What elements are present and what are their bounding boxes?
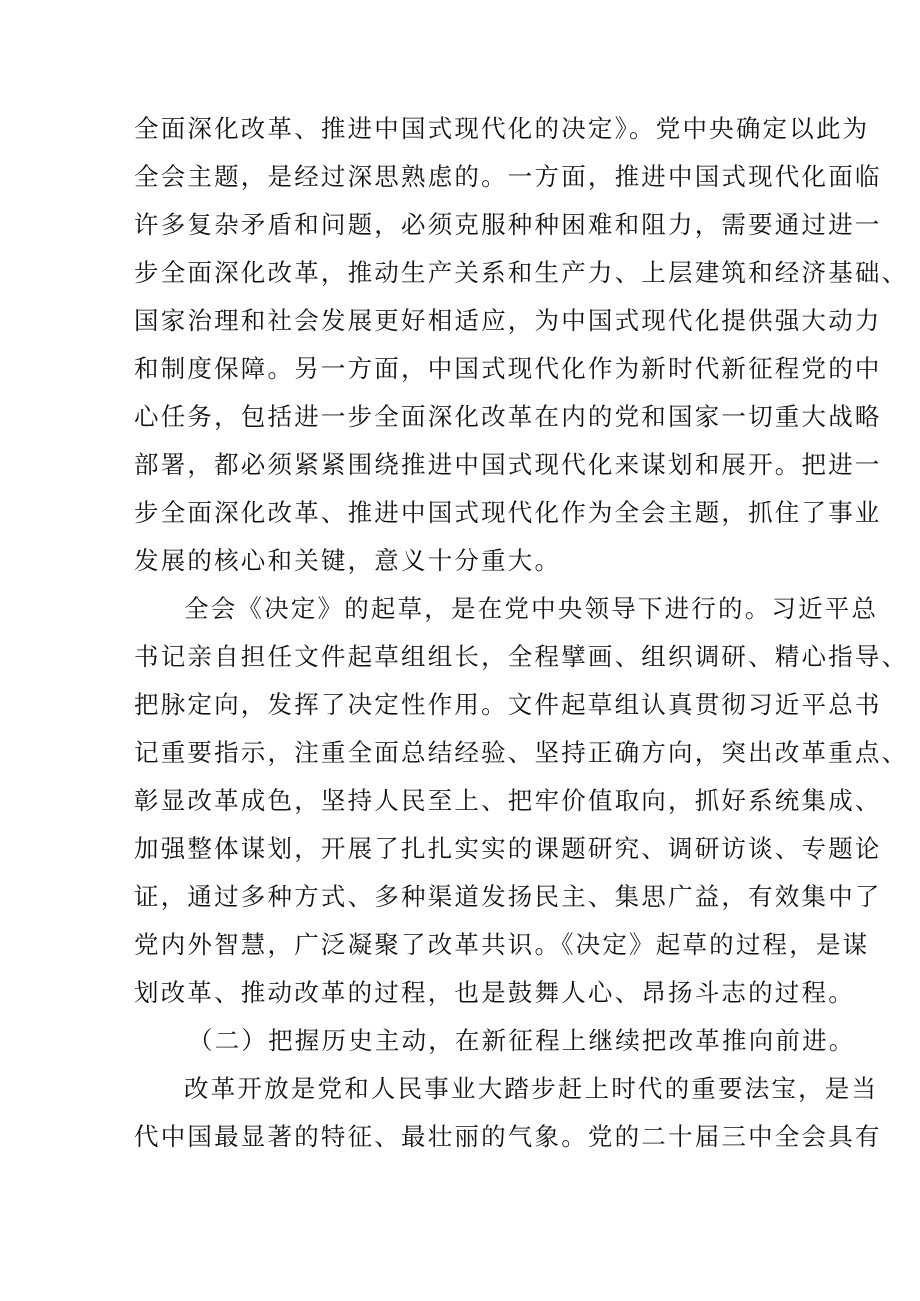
text-line: 划改革、推动改革的过程，也是鼓舞人心、昂扬斗志的过程。 [134, 978, 855, 1007]
text-line: 和制度保障。另一方面，中国式现代化作为新时代新征程党的中 [134, 354, 882, 383]
section-heading: （二）把握历史主动，在新征程上继续把改革推向前进。 [188, 1026, 856, 1055]
text-line: 许多复杂矛盾和问题，必须克服种种困难和阻力，需要通过进一 [134, 210, 882, 239]
text-line: 步全面深化改革、推进中国式现代化作为全会主题，抓住了事业 [134, 498, 882, 527]
text-line: 全面深化改革、推进中国式现代化的决定》。党中央确定以此为 [134, 114, 870, 143]
text-line: 书记亲自担任文件起草组组长，全程擘画、组织调研、精心指导、 [134, 642, 909, 671]
text-line: 加强整体谋划，开展了扎扎实实的课题研究、调研访谈、专题论 [134, 834, 882, 863]
text-line: 发展的核心和关键，意义十分重大。 [134, 546, 562, 575]
text-line: 彰显改革成色，坚持人民至上、把牢价值取向，抓好系统集成、 [134, 786, 882, 815]
text-line: 部署，都必须紧紧围绕推进中国式现代化来谋划和展开。把进一 [134, 450, 882, 479]
text-line: 全会《决定》的起草，是在党中央领导下进行的。习近平总 [184, 594, 879, 623]
text-line: 记重要指示，注重全面总结经验、坚持正确方向，突出改革重点、 [134, 738, 909, 767]
text-line: 党内外智慧，广泛凝聚了改革共识。《决定》起草的过程，是谋 [134, 930, 870, 959]
text-line: 改革开放是党和人民事业大踏步赶上时代的重要法宝，是当 [184, 1074, 879, 1103]
text-line: 步全面深化改革，推动生产关系和生产力、上层建筑和经济基础、 [134, 258, 909, 287]
text-line: 代中国最显著的特征、最壮丽的气象。党的二十届三中全会具有 [134, 1122, 882, 1151]
text-line: 国家治理和社会发展更好相适应，为中国式现代化提供强大动力 [134, 306, 882, 335]
text-line: 证，通过多种方式、多种渠道发扬民主、集思广益，有效集中了 [134, 882, 882, 911]
text-line: 心任务，包括进一步全面深化改革在内的党和国家一切重大战略 [134, 402, 882, 431]
text-line: 全会主题，是经过深思熟虑的。一方面，推进中国式现代化面临 [134, 162, 882, 191]
text-line: 把脉定向，发挥了决定性作用。文件起草组认真贯彻习近平总书 [134, 690, 882, 719]
